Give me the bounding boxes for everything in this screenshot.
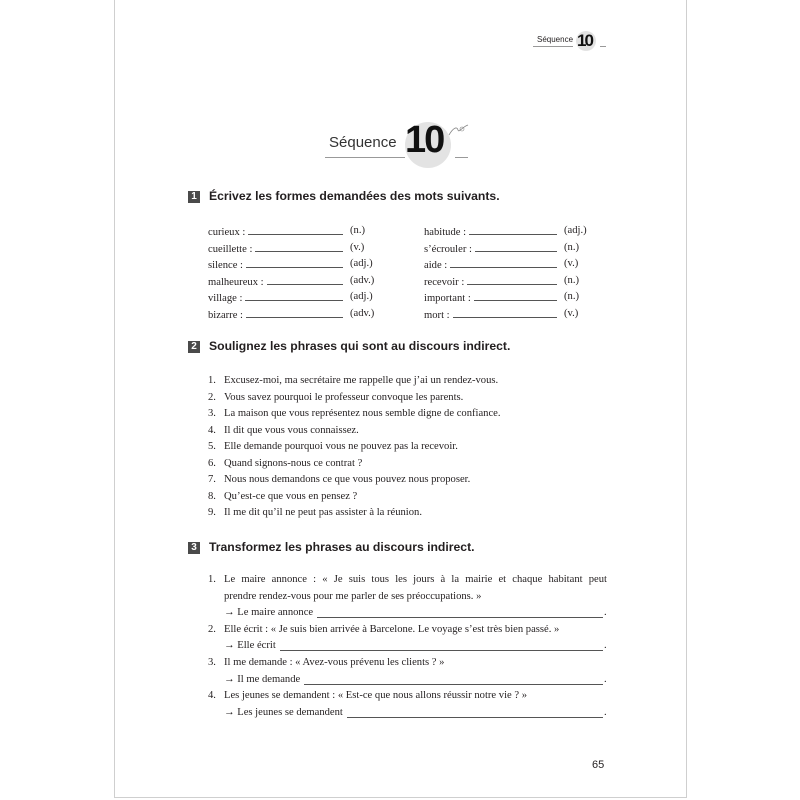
item-number: 2. — [208, 623, 216, 635]
answer-blank[interactable] — [347, 717, 603, 718]
word-form-tag: (n.) — [564, 274, 580, 286]
period: . — [604, 607, 607, 619]
word-item — [424, 241, 560, 257]
answer-blank[interactable] — [255, 241, 343, 252]
word-form-tag: (v.) — [350, 241, 365, 253]
word-label: bizarre : — [208, 309, 243, 321]
word-item — [208, 290, 346, 306]
section-3-number: 3 — [188, 542, 200, 554]
item-number: 3. — [208, 408, 216, 419]
sentence-item[interactable]: Vous savez pourquoi le professeur convoque les parents. — [224, 391, 464, 403]
header-number: 10 — [577, 31, 592, 50]
header-rule — [533, 46, 573, 47]
answer-blank[interactable] — [317, 617, 603, 618]
item-number: 2. — [208, 391, 216, 403]
answer-blank[interactable] — [246, 307, 343, 318]
answer-blank[interactable] — [248, 224, 343, 235]
answer-prompt: → Elle écrit — [224, 640, 276, 652]
word-label: s’écrouler : — [424, 243, 472, 255]
item-number: 1. — [208, 574, 216, 585]
sentence-item[interactable]: Quand signons-nous ce contrat ? — [224, 457, 363, 469]
answer-prompt: → Les jeunes se demandent — [224, 706, 343, 718]
word-label: village : — [208, 293, 243, 304]
section-2-number: 2 — [188, 341, 200, 353]
word-item — [424, 290, 560, 306]
section-1-title: Écrivez les formes demandées des mots suivants. — [209, 189, 500, 203]
item-number: 4. — [208, 424, 216, 436]
section-1-number: 1 — [188, 191, 200, 203]
section-2-title: Soulignez les phrases qui sont au discours indirect. — [209, 339, 511, 353]
item-number: 6. — [208, 457, 216, 469]
word-label: malheureux : — [208, 276, 264, 288]
sentence-item[interactable]: La maison que vous représentez nous semble digne de confiance. — [224, 408, 501, 419]
header-rule-right — [600, 46, 606, 47]
word-form-tag: (n.) — [564, 241, 580, 253]
quote-line: Il me demande : « Avez-vous prévenu les clients ? » — [224, 657, 445, 668]
answer-blank[interactable] — [245, 290, 343, 301]
word-item — [424, 274, 560, 290]
quote-line: Les jeunes se demandent : « Est-ce que nous allons réussir notre vie ? » — [224, 690, 528, 702]
word-item — [424, 224, 560, 240]
sentence-item[interactable]: Qu’est-ce que vous en pensez ? — [224, 490, 358, 502]
answer-prompt: → Le maire annonce — [224, 607, 314, 619]
word-label: mort : — [424, 309, 450, 321]
word-label: silence : — [208, 260, 244, 271]
word-label: curieux : — [208, 227, 246, 238]
period: . — [604, 706, 607, 718]
item-number: 4. — [208, 690, 216, 702]
answer-blank[interactable] — [469, 224, 557, 235]
answer-blank[interactable] — [280, 650, 603, 651]
sentence-item[interactable]: Excusez-moi, ma secrétaire me rappelle que j’ai un rendez-vous. — [224, 375, 499, 386]
word-form-tag: (adj.) — [564, 225, 587, 236]
period: . — [604, 640, 607, 652]
title-label: Séquence — [329, 134, 397, 151]
answer-prompt: → Il me demande — [224, 673, 301, 685]
word-label: important : — [424, 293, 471, 304]
word-form-tag: (v.) — [564, 258, 579, 269]
word-item — [208, 224, 346, 240]
word-form-tag: (adv.) — [350, 274, 375, 286]
quote-line: Elle écrit : « Je suis bien arrivée à Barcelone. Le voyage s’est très bien passé. » — [224, 623, 560, 635]
word-label: aide : — [424, 260, 448, 271]
word-item — [208, 307, 346, 323]
section-3-title: Transformez les phrases au discours indirect. — [209, 540, 475, 554]
quote-line: Le maire annonce : « Je suis tous les jours à la mairie et chaque habitant peut — [224, 574, 607, 585]
word-item — [208, 257, 346, 273]
answer-blank[interactable] — [467, 274, 557, 285]
quote-line: prendre rendez-vous pour me parler de ses préoccupations. » — [224, 590, 482, 602]
word-form-tag: (adj.) — [350, 258, 373, 269]
header-label: Séquence — [537, 35, 574, 44]
period: . — [604, 673, 607, 685]
swirl-icon — [448, 124, 470, 136]
word-item — [208, 274, 346, 290]
word-form-tag: (n.) — [564, 291, 580, 302]
answer-blank[interactable] — [474, 290, 557, 301]
page-number: 65 — [592, 759, 605, 771]
title-number: 10 — [405, 119, 444, 161]
word-item — [208, 241, 346, 257]
answer-blank[interactable] — [450, 257, 557, 268]
answer-blank[interactable] — [475, 241, 557, 252]
sentence-item[interactable]: Il dit que vous vous connaissez. — [224, 424, 359, 436]
sentence-item[interactable]: Elle demande pourquoi vous ne pouvez pas la recevoir. — [224, 441, 458, 452]
word-form-tag: (adj.) — [350, 291, 373, 302]
item-number: 5. — [208, 441, 216, 452]
item-number: 7. — [208, 474, 216, 485]
word-item — [424, 307, 560, 323]
word-label: habitude : — [424, 227, 467, 238]
title-rule-right — [455, 157, 468, 158]
word-label: cueillette : — [208, 243, 253, 255]
title-rule — [325, 157, 405, 158]
item-number: 9. — [208, 507, 216, 518]
answer-blank[interactable] — [304, 684, 603, 685]
answer-blank[interactable] — [246, 257, 343, 268]
sentence-item[interactable]: Il me dit qu’il ne peut pas assister à la réunion. — [224, 507, 422, 518]
answer-blank[interactable] — [453, 307, 557, 318]
word-form-tag: (v.) — [564, 307, 579, 319]
word-form-tag: (adv.) — [350, 307, 375, 319]
item-number: 3. — [208, 657, 216, 668]
word-item — [424, 257, 560, 273]
sentence-item[interactable]: Nous nous demandons ce que vous pouvez nous proposer. — [224, 474, 471, 485]
item-number: 8. — [208, 490, 216, 502]
word-form-tag: (n.) — [350, 225, 366, 236]
word-label: recevoir : — [424, 276, 465, 288]
item-number: 1. — [208, 375, 216, 386]
answer-blank[interactable] — [267, 274, 343, 285]
